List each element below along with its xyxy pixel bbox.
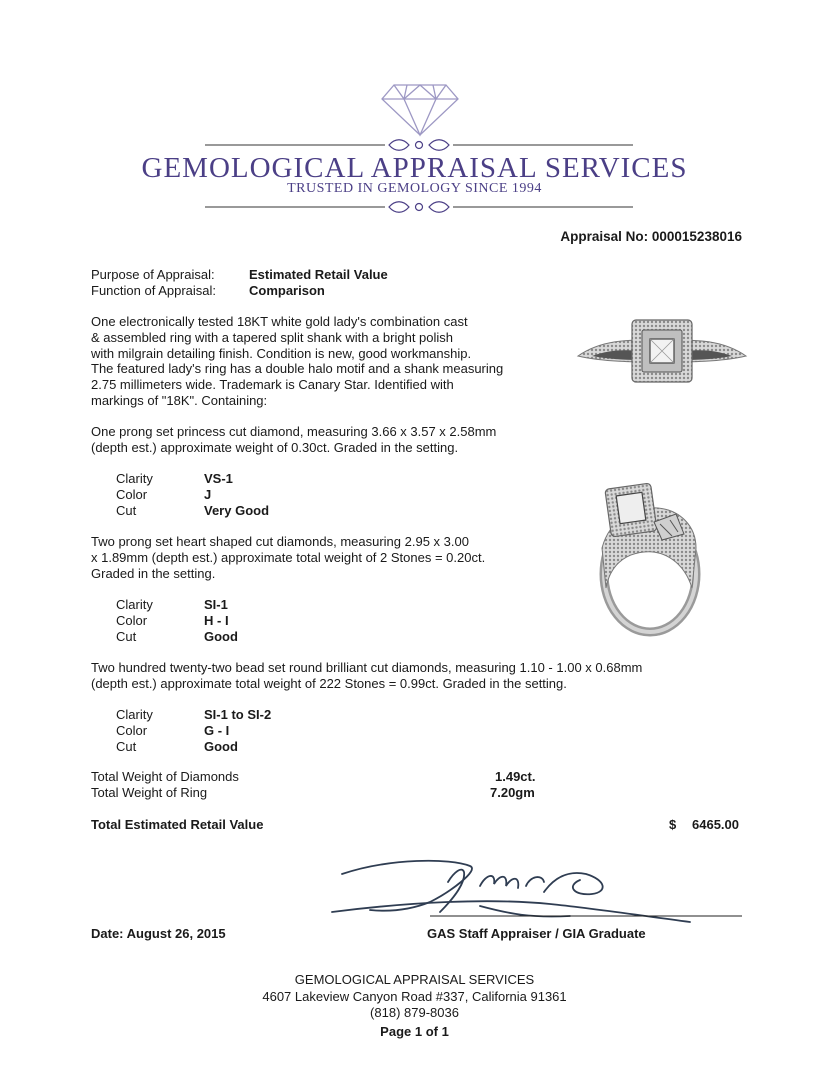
appraiser-title: GAS Staff Appraiser / GIA Graduate	[427, 926, 646, 941]
total-ring-value: 7.20gm	[490, 785, 535, 800]
ring-top-view-photo	[574, 312, 750, 392]
cut-value: Very Good	[204, 503, 270, 518]
cut-label: Cut	[116, 503, 137, 518]
footer-address: 4607 Lakeview Canyon Road #337, California 91361	[262, 989, 567, 1004]
header-bottom-divider	[205, 198, 633, 216]
description-line: markings of "18K". Containing:	[91, 392, 268, 408]
description-line: 2.75 millimeters wide. Trademark is Canary Star. Identified with	[91, 377, 454, 393]
clarity-label: Clarity	[116, 471, 153, 486]
color-value: G - I	[204, 723, 230, 738]
stone-2-grades	[116, 597, 238, 645]
total-retail-label: Total Estimated Retail Value	[91, 817, 264, 832]
appraiser-signature	[330, 852, 750, 932]
footer-phone: (818) 879-8036	[370, 1005, 459, 1020]
cut-label: Cut	[116, 739, 137, 754]
color-value: H - I	[204, 613, 229, 628]
description-line: & assembled ring with a tapered split shank with a bright polish	[91, 329, 454, 345]
description-line: with milgrain detailing finish. Condition is new, good workmanship.	[91, 345, 472, 361]
stone-1-description	[91, 424, 551, 456]
stone-2-description	[91, 534, 561, 581]
description-line: x 1.89mm (depth est.) approximate total weight of 2 Stones = 0.20ct.	[91, 549, 486, 565]
cut-label: Cut	[116, 629, 137, 644]
purpose-label: Purpose of Appraisal:	[91, 267, 215, 282]
appraisal-number: Appraisal No: 000015238016	[560, 229, 742, 244]
description-line: Graded in the setting.	[91, 565, 216, 581]
ring-description	[91, 314, 551, 409]
color-value: J	[204, 487, 212, 502]
function-label: Function of Appraisal:	[91, 283, 217, 298]
stone-3-description	[91, 660, 731, 692]
total-ring-label: Total Weight of Ring	[91, 785, 208, 800]
description-line: (depth est.) approximate weight of 0.30ct. Graded in the setting.	[91, 439, 459, 455]
cut-value: Good	[204, 739, 238, 754]
total-retail-value: 6465.00	[692, 817, 739, 832]
stone-3-grades	[116, 707, 271, 755]
diamond-logo-icon	[378, 82, 462, 138]
clarity-label: Clarity	[116, 597, 153, 612]
footer-company: GEMOLOGICAL APPRAISAL SERVICES	[294, 972, 535, 987]
total-diamonds-label: Total Weight of Diamonds	[91, 769, 239, 784]
description-line: Two hundred twenty-two bead set round brilliant cut diamonds, measuring 1.10 - 1.00 x 0.68mm	[91, 660, 643, 675]
color-label: Color	[116, 487, 148, 502]
page-number: Page 1 of 1	[380, 1024, 449, 1039]
color-label: Color	[116, 613, 148, 628]
description-line: Two prong set heart shaped cut diamonds, measuring 2.95 x 3.00	[91, 534, 469, 549]
clarity-value: VS-1	[204, 471, 233, 486]
purpose-value: Estimated Retail Value	[249, 267, 388, 282]
function-value: Comparison	[249, 283, 325, 298]
cut-value: Good	[204, 629, 238, 644]
company-tagline: TRUSTED IN GEMOLOGY SINCE 1994	[287, 181, 542, 196]
company-title: GEMOLOGICAL APPRAISAL SERVICES	[141, 152, 688, 184]
description-line: One prong set princess cut diamond, measuring 3.66 x 3.57 x 2.58mm	[91, 424, 497, 439]
currency-symbol: $	[669, 817, 677, 832]
total-diamonds-value: 1.49ct.	[495, 769, 536, 784]
ring-angled-view-photo	[580, 478, 710, 638]
description-line: The featured lady's ring has a double halo motif and a shank measuring	[91, 361, 504, 377]
clarity-label: Clarity	[116, 707, 153, 722]
stone-1-grades	[116, 471, 269, 519]
appraisal-date: Date: August 26, 2015	[91, 926, 226, 941]
description-line: (depth est.) approximate total weight of 222 Stones = 0.99ct. Graded in the setting.	[91, 675, 567, 691]
clarity-value: SI-1	[204, 597, 228, 612]
clarity-value: SI-1 to SI-2	[204, 707, 272, 722]
description-line: One electronically tested 18KT white gold lady's combination cast	[91, 314, 468, 329]
color-label: Color	[116, 723, 148, 738]
